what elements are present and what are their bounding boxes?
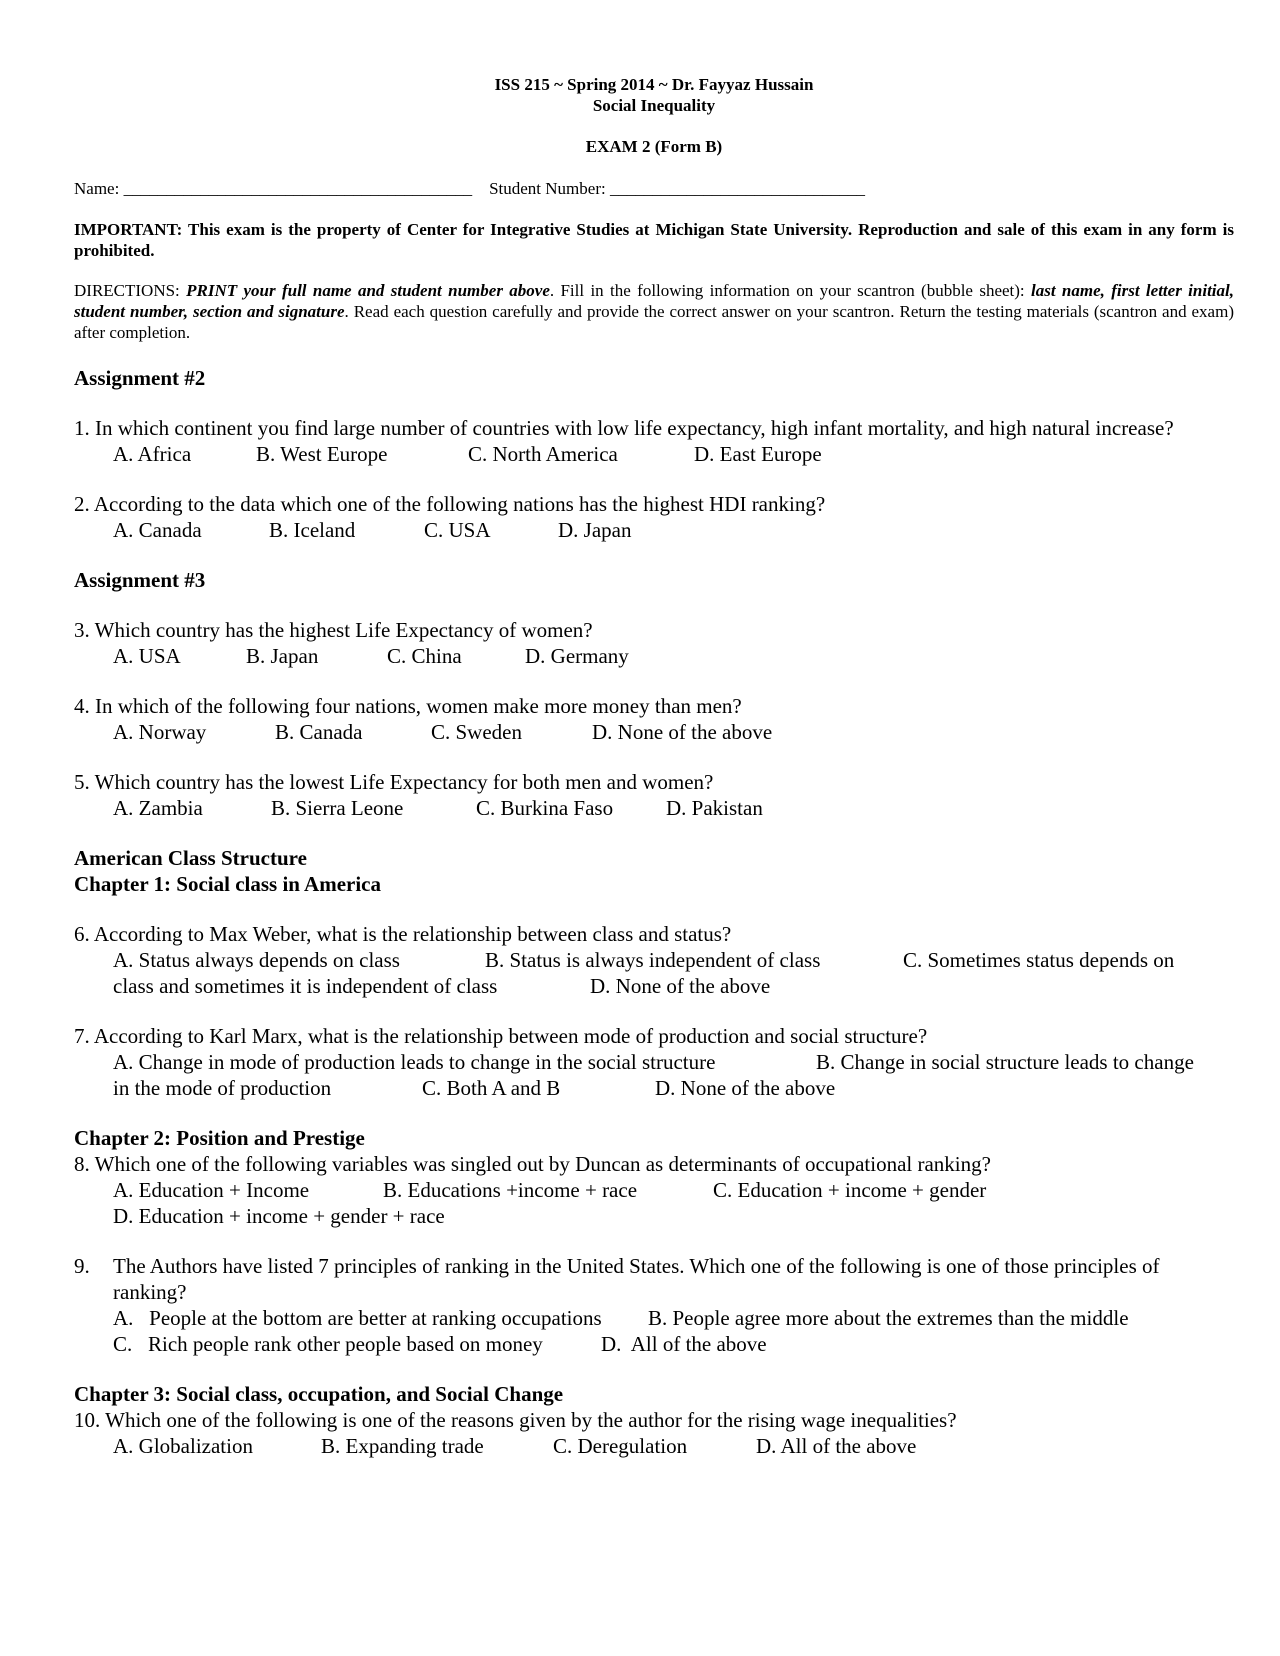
q8-option-a: A. Education + Income <box>113 1178 310 1202</box>
important-notice: IMPORTANT: This exam is the property of Center for Integrative Studies at Michigan State University. Reproduction and sale of this exam in any form is prohibited. <box>74 220 1234 260</box>
directions-text-1: . Fill in the following information on your scantron (bubble sheet): <box>549 281 1031 300</box>
question-3-options <box>74 643 1234 669</box>
course-subtitle: Social Inequality <box>592 96 716 115</box>
student-number-blank: ______________________________ <box>609 179 865 198</box>
q9-number: 9. <box>74 1254 90 1278</box>
q6-option-d: D. None of the above <box>590 974 771 998</box>
question-8-options <box>74 1177 1234 1229</box>
directions <box>74 280 1234 343</box>
q5-option-b: B. Sierra Leone <box>271 796 404 820</box>
section-assignment-3: Assignment #3 <box>74 568 206 592</box>
q9-option-d: D. All of the above <box>601 1332 767 1356</box>
question-2: 2. According to the data which one of the following nations has the highest HDI ranking? <box>74 492 826 516</box>
section-chapter-3: Chapter 3: Social class, occupation, and Social Change <box>74 1382 564 1406</box>
section-assignment-2: Assignment #2 <box>74 366 206 390</box>
q6-option-a: A. Status always depends on class <box>113 948 400 972</box>
question-1: 1. In which continent you find large number of countries with low life expectancy, high infant mortality, and high natural increase? <box>74 416 1174 440</box>
q6-option-c-cont: class and sometimes it is independent of class <box>113 974 498 998</box>
exam-title: EXAM 2 (Form B) <box>585 137 723 156</box>
q7-option-d: D. None of the above <box>655 1076 836 1100</box>
q8-option-c: C. Education + income + gender <box>713 1178 987 1202</box>
q2-option-d: D. Japan <box>558 518 632 542</box>
question-5-options <box>74 795 1234 821</box>
question-10-options <box>74 1433 1234 1459</box>
question-6-options <box>74 947 1234 999</box>
directions-bold-1: PRINT your full name and student number above <box>186 281 550 300</box>
q4-option-c: C. Sweden <box>431 720 522 744</box>
q5-option-d: D. Pakistan <box>666 796 763 820</box>
q3-option-b: B. Japan <box>246 644 319 668</box>
q1-option-c: C. North America <box>468 442 618 466</box>
q4-option-b: B. Canada <box>275 720 363 744</box>
q4-option-d: D. None of the above <box>592 720 773 744</box>
q6-option-c: C. Sometimes status depends on <box>903 948 1175 972</box>
q8-option-b: B. Educations +income + race <box>383 1178 638 1202</box>
q4-option-a: A. Norway <box>113 720 207 744</box>
q8-option-d: D. Education + income + gender + race <box>113 1204 445 1228</box>
name-blank: _________________________________________ <box>123 179 473 198</box>
q7-option-c: C. Both A and B <box>422 1076 561 1100</box>
q9-option-a: A. People at the bottom are better at ranking occupations <box>113 1306 602 1330</box>
student-number-label: Student Number: <box>489 179 606 198</box>
section-chapter-1: Chapter 1: Social class in America <box>74 872 382 896</box>
q5-option-a: A. Zambia <box>113 796 203 820</box>
directions-text-2: . Read each question carefully and provide the correct answer on your scantron. Return the testing materials (scantron and exam) after completion. <box>74 302 1234 342</box>
section-american-class-structure: American Class Structure <box>74 846 307 870</box>
q7-option-a: A. Change in mode of production leads to change in the social structure <box>113 1050 716 1074</box>
course-title: ISS 215 ~ Spring 2014 ~ Dr. Fayyaz Hussain <box>494 75 814 94</box>
q1-option-a: A. Africa <box>113 442 192 466</box>
question-7: 7. According to Karl Marx, what is the relationship between mode of production and social structure? <box>74 1024 928 1048</box>
question-9 <box>74 1253 1234 1305</box>
q10-option-b: B. Expanding trade <box>321 1434 484 1458</box>
q3-option-d: D. Germany <box>525 644 629 668</box>
name-row <box>74 179 1234 199</box>
q9-option-b: B. People agree more about the extremes than the middle <box>648 1306 1129 1330</box>
question-1-options <box>74 441 1234 467</box>
q9-text: The Authors have listed 7 principles of ranking in the United States. Which one of the following is one of those principles of ranking? <box>113 1254 1160 1304</box>
q2-option-c: C. USA <box>424 518 491 542</box>
q2-option-b: B. Iceland <box>269 518 356 542</box>
q2-option-a: A. Canada <box>113 518 202 542</box>
q9-option-c: C. Rich people rank other people based on money <box>113 1332 543 1356</box>
question-6: 6. According to Max Weber, what is the relationship between class and status? <box>74 922 732 946</box>
q1-option-d: D. East Europe <box>694 442 822 466</box>
question-10: 10. Which one of the following is one of the reasons given by the author for the rising wage inequalities? <box>74 1408 957 1432</box>
q10-option-c: C. Deregulation <box>553 1434 688 1458</box>
question-5: 5. Which country has the lowest Life Expectancy for both men and women? <box>74 770 714 794</box>
question-4: 4. In which of the following four nations, women make more money than men? <box>74 694 742 718</box>
q1-option-b: B. West Europe <box>256 442 388 466</box>
exam-page <box>74 74 1234 1459</box>
directions-label: DIRECTIONS: <box>74 281 187 300</box>
question-4-options <box>74 719 1234 745</box>
q3-option-a: A. USA <box>113 644 181 668</box>
section-chapter-2: Chapter 2: Position and Prestige <box>74 1126 365 1150</box>
question-3: 3. Which country has the highest Life Expectancy of women? <box>74 618 593 642</box>
name-label: Name: <box>74 179 120 198</box>
q10-option-a: A. Globalization <box>113 1434 253 1458</box>
question-8: 8. Which one of the following variables was singled out by Duncan as determinants of occupational ranking? <box>74 1152 991 1176</box>
question-2-options <box>74 517 1234 543</box>
question-7-options <box>74 1049 1234 1101</box>
directions-bold-2: last name, first letter initial, student number, section and signature <box>74 281 1234 321</box>
q5-option-c: C. Burkina Faso <box>476 796 614 820</box>
q7-option-b-cont: in the mode of production <box>113 1076 332 1100</box>
q7-option-b: B. Change in social structure leads to change <box>816 1050 1194 1074</box>
q10-option-d: D. All of the above <box>756 1434 917 1458</box>
question-9-options <box>74 1305 1234 1357</box>
q3-option-c: C. China <box>387 644 462 668</box>
q6-option-b: B. Status is always independent of class <box>485 948 821 972</box>
